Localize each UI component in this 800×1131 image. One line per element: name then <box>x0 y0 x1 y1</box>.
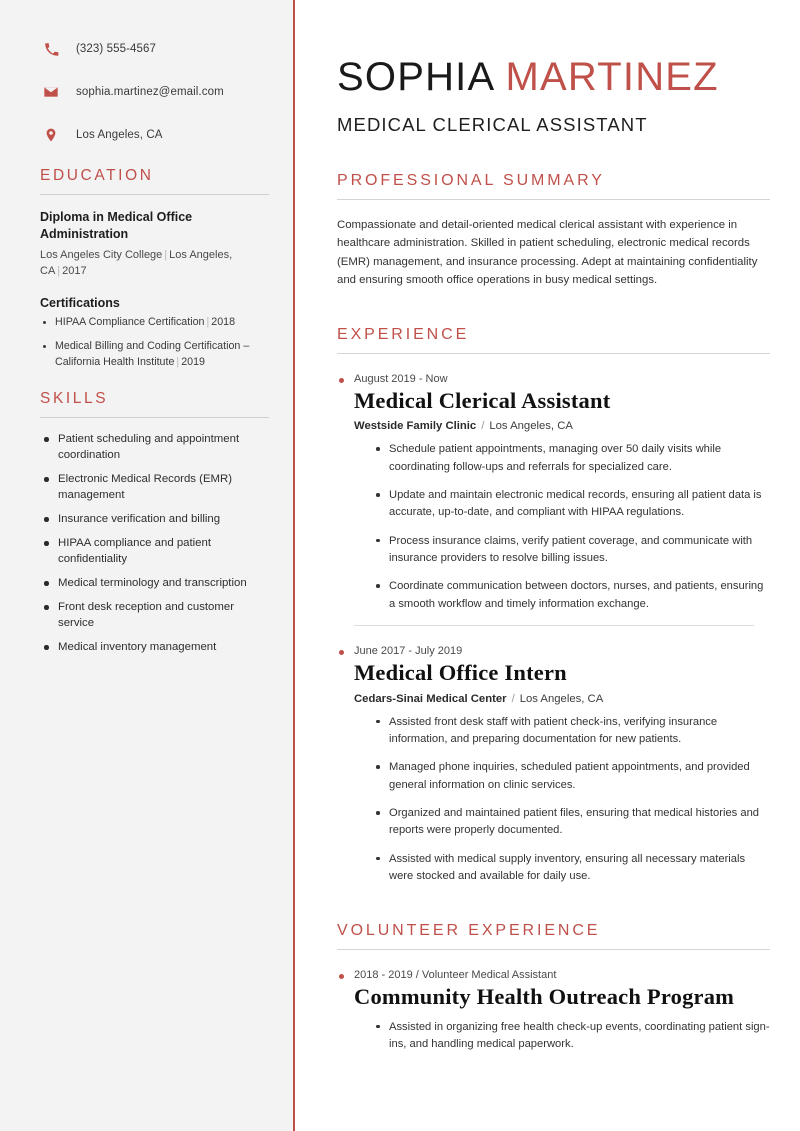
entry-role: Medical Office Intern <box>354 660 567 686</box>
education-year: 2017 <box>62 264 87 277</box>
volunteer-heading: VOLUNTEER EXPERIENCE <box>337 921 601 939</box>
sidebar <box>0 0 295 1131</box>
skills-heading: SKILLS <box>40 390 109 408</box>
education-school: Los Angeles City College <box>40 249 163 261</box>
skills-list <box>40 432 269 656</box>
entry-divider <box>354 625 754 626</box>
summary-heading: PROFESSIONAL SUMMARY <box>337 172 605 189</box>
list-item <box>40 339 269 370</box>
certification-year: 2019 <box>181 355 205 368</box>
page-title <box>337 56 770 98</box>
list-item: Update and maintain electronic medical records, ensuring all patient data is accurate, up-to-date, and compliant with HIPAA regulations. <box>375 487 770 522</box>
entry-company <box>354 693 770 705</box>
entry-location: Los Angeles, CA <box>519 692 604 705</box>
volunteer-entry <box>337 969 770 1054</box>
certification-name: HIPAA Compliance Certification <box>55 315 205 328</box>
list-item: Coordinate communication between doctors, nurses, and patients, ensuring a smooth workflow and timely information exchange. <box>375 578 770 613</box>
list-item: Assisted front desk staff with patient check-ins, verifying insurance information, and preparing documentation for new patients. <box>375 714 770 749</box>
experience-rule <box>337 353 770 354</box>
certification-year: 2018 <box>211 315 236 328</box>
contact-phone-text: (323) 555-4567 <box>76 43 157 55</box>
contact-location-text: Los Angeles, CA <box>76 129 163 141</box>
entry-org: Westside Family Clinic <box>354 420 477 433</box>
list-item: Schedule patient appointments, managing over 50 daily visits while coordinating follow-ups and referrals for specialized care. <box>375 441 770 476</box>
phone-icon <box>40 38 62 60</box>
list-item: Front desk reception and customer service <box>40 600 269 632</box>
divider-pipe: | <box>176 355 180 368</box>
education-location: Los Angeles, CA <box>40 249 233 277</box>
divider-slash: / <box>481 420 485 433</box>
volunteer-rule <box>337 949 770 950</box>
skills-rule <box>40 417 269 418</box>
entry-bullets <box>375 441 770 613</box>
list-item <box>40 315 269 331</box>
job-title: MEDICAL CLERICAL ASSISTANT <box>337 114 648 135</box>
last-name: MARTINEZ <box>505 55 719 99</box>
experience-entry <box>337 373 770 613</box>
list-item: Organized and maintained patient files, ensuring that medical histories and reports were properly documented. <box>375 805 770 840</box>
list-item: Patient scheduling and appointment coordination <box>40 432 269 464</box>
contact-list <box>40 38 269 146</box>
first-name: SOPHIA <box>337 55 494 99</box>
list-item: Electronic Medical Records (EMR) management <box>40 472 269 504</box>
education-degree: Diploma in Medical Office Administration <box>40 210 193 241</box>
certifications-title: Certifications <box>40 295 120 310</box>
experience-entry <box>337 645 770 885</box>
list-item: Managed phone inquiries, scheduled patient appointments, and provided general information on clinic services. <box>375 759 770 794</box>
divider-slash: / <box>511 692 515 705</box>
entry-date: August 2019 - Now <box>337 373 770 385</box>
contact-location <box>40 124 269 146</box>
divider-pipe: | <box>164 249 168 261</box>
entry-date: June 2017 - July 2019 <box>337 645 770 657</box>
list-item: Assisted in organizing free health check-up events, coordinating patient sign-ins, and handling medical paperwork. <box>375 1019 770 1054</box>
certification-name: Medical Billing and Coding Certification – California Health Institute <box>55 340 250 368</box>
experience-heading: EXPERIENCE <box>337 325 470 343</box>
entry-role: Community Health Outreach Program <box>354 983 735 1009</box>
list-item: HIPAA compliance and patient confidentiality <box>40 536 269 568</box>
education-meta <box>40 248 269 280</box>
entry-company <box>354 420 770 432</box>
certifications-list <box>40 315 269 371</box>
entry-bullets <box>375 714 770 886</box>
entry-role: Medical Clerical Assistant <box>354 387 611 413</box>
main-content <box>295 0 800 1131</box>
contact-email <box>40 81 269 103</box>
envelope-icon <box>40 81 62 103</box>
list-item: Medical terminology and transcription <box>40 576 269 592</box>
divider-pipe: | <box>206 315 210 328</box>
entry-date: 2018 - 2019 / Volunteer Medical Assistant <box>337 969 770 981</box>
list-item: Insurance verification and billing <box>40 512 269 528</box>
summary-text: Compassionate and detail-oriented medical clerical assistant with experience in healthcare administration. Skilled in patient scheduling, electronic medical records (EMR) management, and insurance processing. Adept at maintaining confidentiality and ensuring smooth office operations in busy medical settings. <box>337 219 758 287</box>
list-item: Assisted with medical supply inventory, ensuring all necessary materials were stocked and available for daily use. <box>375 851 770 886</box>
summary-rule <box>337 199 770 200</box>
divider-pipe: | <box>57 264 61 277</box>
contact-email-text: sophia.martinez@email.com <box>76 86 224 98</box>
list-item: Process insurance claims, verify patient coverage, and communicate with insurance providers to resolve billing issues. <box>375 533 770 568</box>
education-rule <box>40 194 269 195</box>
entry-org: Cedars-Sinai Medical Center <box>354 692 507 705</box>
entry-location: Los Angeles, CA <box>489 420 573 433</box>
list-item: Medical inventory management <box>40 640 269 656</box>
contact-phone <box>40 38 269 60</box>
education-entry <box>40 209 269 280</box>
entry-bullets <box>375 1019 770 1054</box>
map-pin-icon <box>40 124 62 146</box>
education-heading: EDUCATION <box>40 167 154 184</box>
